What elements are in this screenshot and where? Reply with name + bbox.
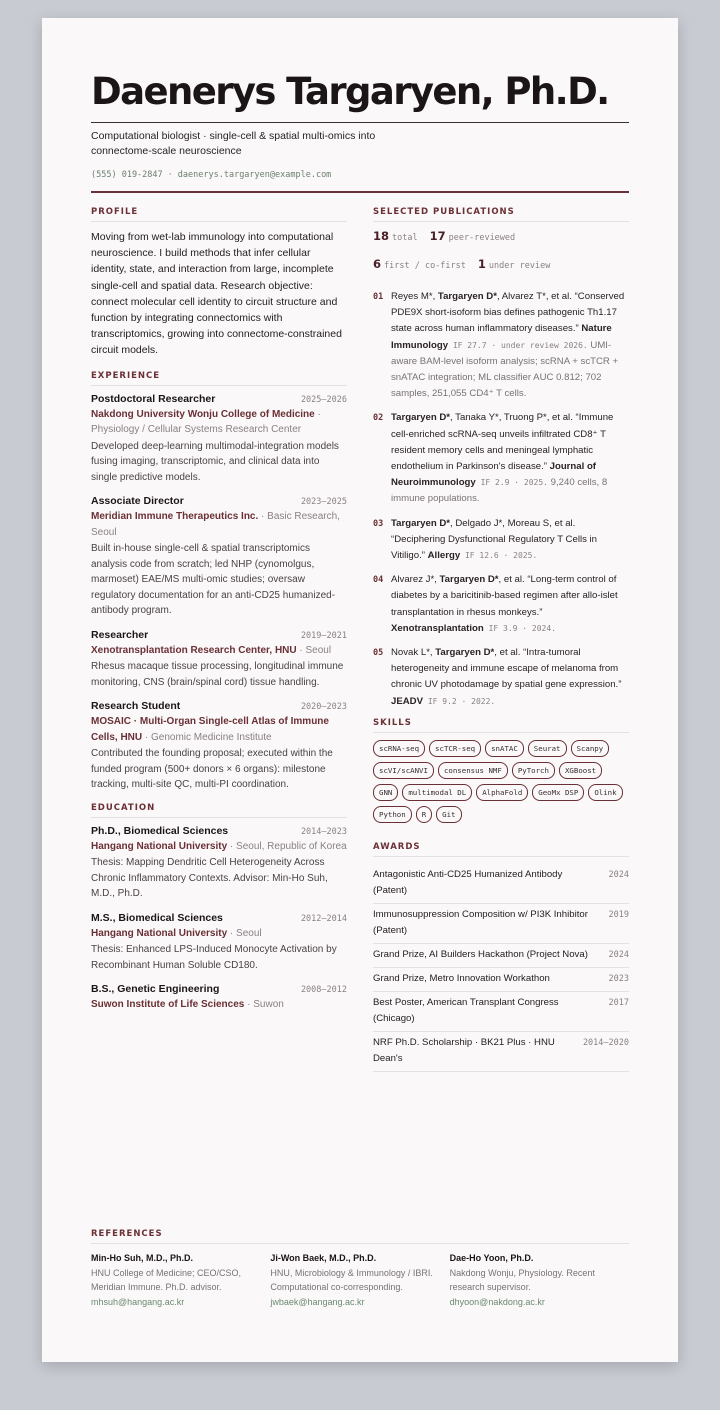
publication-stat: [373, 229, 418, 243]
organization-name: Hangang National University: [91, 840, 228, 852]
skill-chip: Git: [436, 806, 461, 823]
item-role: Postdoctoral Researcher: [91, 392, 216, 405]
item-role: Research Student: [91, 700, 181, 713]
contact-separator: ·: [167, 170, 173, 180]
item-description: Developed deep-learning multimodal-integration models fusing imaging, transcriptomic, and clinical data into single predictive models.: [91, 440, 339, 483]
references-list: [91, 1251, 629, 1309]
reference-name: Min-Ho Suh, M.D., Ph.D.: [91, 1253, 193, 1263]
publication-citation: [391, 572, 629, 637]
stat-label: total: [392, 233, 418, 243]
skill-chip: snATAC: [485, 740, 524, 757]
stat-number: 17: [429, 229, 446, 243]
reference-affiliation: HNU College of Medicine; CEO/CSO, Meridian Immune. Ph.D. advisor.: [91, 1267, 242, 1292]
experience-item: [91, 495, 347, 619]
skill-chip: R: [416, 806, 432, 823]
item-description: Contributed the founding proposal; executed within the funded program (500+ donors × 6 organs): milestone tracking, multi-site QC, multi-PI coordination.: [91, 748, 333, 791]
item-date: 2008–2012: [300, 985, 347, 996]
item-header: [91, 495, 347, 507]
skill-chip: Scanpy: [571, 740, 610, 757]
award-year: 2024: [608, 869, 629, 880]
publication-entry: [373, 645, 629, 710]
publication-entry: [373, 516, 629, 565]
citation-self-author: Targaryen D*: [439, 574, 499, 586]
citation-body: , et al. “Long-term control of diabetes by a baricitinib-based regimen after allo-islet transplantation in rhesus monkeys.”: [391, 574, 618, 618]
item-date: 2014–2023: [300, 826, 347, 837]
publication-number: 01: [373, 292, 384, 302]
two-column-body: [91, 207, 629, 1072]
award-name: Grand Prize, Metro Innovation Workathon: [373, 972, 550, 984]
organization-location: · Physiology / Cellular Systems Research Center: [91, 408, 321, 436]
organization-location: · Seoul, Republic of Korea: [227, 840, 347, 852]
education-item: [91, 912, 347, 974]
references-section: [91, 1229, 629, 1309]
item-description: Rhesus macaque tissue processing, longitudinal immune monitoring, CNS (brain/spinal cord) tissue handling.: [91, 661, 344, 688]
header-divider: [91, 122, 629, 123]
stat-number: 1: [477, 257, 486, 271]
item-header: [91, 393, 347, 405]
item-role: Ph.D., Biomedical Sciences: [91, 824, 229, 837]
item-date: 2023–2025: [300, 497, 347, 508]
skill-chip: Olink: [588, 784, 622, 801]
experience-list: [91, 393, 347, 793]
skill-chip: scVI/scANVI: [373, 762, 434, 779]
award-name: Grand Prize, AI Builders Hackathon (Project Nova): [373, 948, 588, 960]
item-role: B.S., Genetic Engineering: [91, 983, 220, 996]
award-row: [373, 904, 629, 944]
publication-citation: [391, 289, 629, 402]
item-organization: [91, 509, 347, 540]
item-date: 2012–2014: [300, 913, 347, 924]
experience-item: [91, 629, 347, 691]
organization-location: · Basic Research, Seoul: [91, 511, 340, 538]
publication-entry: [373, 410, 629, 507]
publication-list: [373, 289, 629, 710]
item-header: [91, 700, 347, 712]
award-year: 2019: [608, 909, 629, 920]
tagline: Computational biologist · single-cell & spatial multi-omics into connectome-scale neuroscience: [91, 130, 376, 157]
publication-number: 05: [373, 648, 384, 659]
award-name: Immunosuppression Composition w/ PI3K Inhibitor (Patent): [373, 908, 588, 936]
award-year: 2024: [608, 949, 629, 960]
stat-label: under review: [488, 261, 551, 271]
publication-entry: [373, 289, 629, 402]
citation-journal: Journal of Neuroimmunology: [391, 461, 596, 489]
organization-location: · Genomic Medicine Institute: [142, 731, 272, 743]
phone: (555) 019-2847: [91, 170, 163, 180]
citation-body: , Tanaka Y*, Truong P*, et al. “Immune cell-enriched scRNA-seq unveils infiltrated CD8⁺ T resident memory cells and meningeal lymphatic endothelium in Parkinson's disease.”: [391, 412, 614, 473]
citation-body: , Alvarez T*, et al. “Conserved PDE9X short-isoform bias defines pathogenic Th1.17 state across human inflammatory diseases.”: [391, 291, 625, 335]
organization-location: · Seoul: [296, 644, 332, 656]
publication-number: 02: [373, 413, 384, 424]
publication-stat: [478, 257, 550, 271]
citation-self-author: Targaryen D*: [437, 291, 497, 302]
publication-citation: [391, 516, 629, 565]
organization-location: · Seoul: [227, 927, 262, 939]
publication-entry: [373, 572, 629, 637]
citation-self-author: Targaryen D*: [435, 647, 495, 659]
citation-impact: IF 27.7 · under review 2026.: [448, 340, 588, 350]
citation-authors-before: Reyes M*,: [391, 291, 438, 302]
reference-email-link[interactable]: jwbaek@hangang.ac.kr: [270, 1296, 365, 1307]
reference-name: Dae-Ho Yoon, Ph.D.: [449, 1253, 534, 1263]
skill-chip: multimodal DL: [402, 784, 472, 801]
item-role: Researcher: [91, 628, 149, 641]
item-organization: [91, 643, 347, 659]
stat-label: first / co-first: [384, 261, 466, 271]
item-description: Built in-house single-cell & spatial transcriptomics analysis code from scratch; led NHP (cynomolgus, marmoset) EAE/MS multi-omic studies; oversaw regulatory documentation for an anti-CD25 humanized-antibody program.: [91, 543, 336, 617]
skill-chip: GeoMx DSP: [532, 784, 584, 801]
publications-heading: SELECTED PUBLICATIONS: [373, 207, 629, 222]
skills-chips: [373, 740, 629, 828]
item-organization: [91, 926, 347, 942]
citation-body: , et al. “Intra-tumoral heterogeneity and immune escape of melanoma from chronic UV photodamage by spatial gene expression.”: [391, 647, 622, 691]
publication-stat: [373, 257, 466, 271]
reference-email-link[interactable]: mhsuh@hangang.ac.kr: [91, 1296, 185, 1307]
stat-number: 6: [373, 257, 382, 271]
award-row: [373, 968, 629, 992]
publication-citation: [391, 645, 629, 710]
item-description: Thesis: Enhanced LPS-Induced Monocyte Activation by Recombinant Human Soluble CD180.: [91, 944, 337, 971]
award-year: 2017: [608, 997, 629, 1008]
item-date: 2019–2021: [300, 630, 347, 641]
skill-chip: PyTorch: [512, 762, 555, 779]
item-header: [91, 983, 347, 995]
skill-chip: scTCR-seq: [429, 740, 481, 757]
publication-stats: [373, 229, 629, 285]
item-role: Associate Director: [91, 495, 184, 508]
publication-number: 04: [373, 575, 384, 586]
item-organization: [91, 997, 347, 1013]
item-organization: [91, 407, 347, 438]
citation-impact: IF 3.9 · 2024.: [483, 623, 556, 633]
awards-heading: AWARDS: [373, 842, 629, 857]
item-organization: [91, 839, 347, 855]
citation-journal: Nature Immunology: [391, 323, 612, 351]
item-date: 2020–2023: [300, 702, 347, 713]
citation-journal: Xenotransplantation: [391, 622, 484, 634]
reference-affiliation: Nakdong Wonju, Physiology. Recent research supervisor.: [449, 1267, 595, 1292]
citation-journal: Allergy: [427, 550, 461, 562]
award-year: 2014–2020: [582, 1037, 629, 1048]
organization-name: MOSAIC · Multi-Organ Single-cell Atlas of Immune Cells, HNU: [91, 716, 329, 743]
reference-name: Ji-Won Baek, M.D., Ph.D.: [270, 1253, 377, 1263]
email-link[interactable]: daenerys.targaryen@example.com: [177, 170, 332, 180]
citation-authors-before: Novak L*,: [391, 647, 436, 659]
reference-affiliation: HNU, Microbiology & Immunology / IBRI. Computational co-corresponding.: [270, 1267, 433, 1292]
right-column: [373, 207, 629, 1072]
reference-entry: [450, 1251, 629, 1309]
experience-item: [91, 393, 347, 486]
award-name: Antagonistic Anti-CD25 Humanized Antibody (Patent): [373, 868, 563, 896]
award-row: [373, 944, 629, 968]
publication-stat: [430, 229, 516, 243]
reference-email-link[interactable]: dhyoon@nakdong.ac.kr: [449, 1296, 545, 1307]
resume-name: Daenerys Targaryen, Ph.D.: [91, 70, 609, 113]
citation-journal: JEADV: [391, 695, 423, 707]
skill-chip: GNN: [373, 784, 398, 801]
item-role: M.S., Biomedical Sciences: [91, 911, 223, 924]
awards-list: [373, 864, 629, 1072]
item-header: [91, 912, 347, 924]
citation-impact: IF 2.9 · 2025.: [475, 478, 548, 488]
item-header: [91, 825, 347, 837]
reference-entry: [91, 1251, 270, 1309]
publication-number: 03: [373, 518, 384, 529]
skill-chip: XGBoost: [559, 762, 602, 779]
item-date: 2025–2026: [300, 394, 347, 405]
award-row: [373, 864, 629, 904]
award-year: 2023: [608, 973, 629, 984]
citation-body: , Delgado J*, Moreau S, et al. “Deciphering Dysfunctional Regulatory T Cells in Vitiligo.”: [391, 517, 598, 562]
organization-name: Hangang National University: [91, 927, 228, 939]
award-row: [373, 992, 629, 1032]
reference-entry: [270, 1251, 449, 1309]
item-description: Thesis: Mapping Dendritic Cell Heterogeneity Across Chronic Inflammatory Contexts. Advisor: Min-Ho Suh, M.D., Ph.D.: [91, 857, 328, 900]
stat-label: peer-reviewed: [448, 233, 516, 243]
stat-number: 18: [373, 229, 390, 243]
resume-page: [42, 18, 678, 1362]
organization-name: Xenotransplantation Research Center, HNU: [91, 644, 297, 656]
references-heading: REFERENCES: [91, 1229, 629, 1244]
left-column: [91, 207, 347, 1072]
publication-citation: [391, 410, 629, 507]
experience-heading: EXPERIENCE: [91, 371, 347, 386]
citation-impact: IF 9.2 · 2022.: [423, 696, 496, 706]
skill-chip: consensus NMF: [438, 762, 508, 779]
citation-note: 9,240 cells, 8 immune populations.: [391, 477, 608, 505]
award-name: Best Poster, American Transplant Congress (Chicago): [373, 996, 559, 1024]
header-bottom-rule: [91, 191, 629, 193]
organization-location: · Suwon: [244, 999, 284, 1011]
education-item: [91, 983, 347, 1013]
education-list: [91, 825, 347, 1013]
citation-note: UMI-aware BAM-level isoform analysis; scRNA + scTCR + snATAC integration; ML classifier AUC 0.812; 702 samples, 251,055 CD4⁺ T cells.: [391, 339, 619, 400]
profile-text: Moving from wet-lab immunology into computational neuroscience. I build methods that infer cellular identity, state, and interaction from large, incomplete single-cell and spatial data. Research objective: connect molecular cell identity to circuit structure and function by integrating connectomics with transcriptomics, growing into connectome-constrained circuit models.: [91, 231, 342, 357]
organization-name: Suwon Institute of Life Sciences: [91, 999, 245, 1011]
skill-chip: scRNA-seq: [373, 740, 425, 757]
experience-item: [91, 700, 347, 793]
item-organization: [91, 714, 347, 745]
skill-chip: Python: [373, 806, 412, 823]
skill-chip: Seurat: [528, 740, 567, 757]
citation-impact: IF 12.6 · 2025.: [460, 551, 538, 561]
citation-authors-before: Alvarez J*,: [391, 574, 440, 586]
citation-self-author: Targaryen D*: [391, 517, 451, 529]
item-header: [91, 629, 347, 641]
citation-self-author: Targaryen D*: [391, 412, 451, 424]
award-name: NRF Ph.D. Scholarship · BK21 Plus · HNU Dean's: [373, 1036, 555, 1064]
education-item: [91, 825, 347, 902]
contact-line: [91, 170, 629, 180]
education-heading: EDUCATION: [91, 803, 347, 818]
organization-name: Meridian Immune Therapeutics Inc.: [91, 511, 259, 523]
skills-heading: SKILLS: [373, 718, 629, 733]
organization-name: Nakdong University Wonju College of Medicine: [91, 408, 315, 420]
skill-chip: AlphaFold: [476, 784, 528, 801]
profile-heading: PROFILE: [91, 207, 347, 222]
award-row: [373, 1032, 629, 1072]
